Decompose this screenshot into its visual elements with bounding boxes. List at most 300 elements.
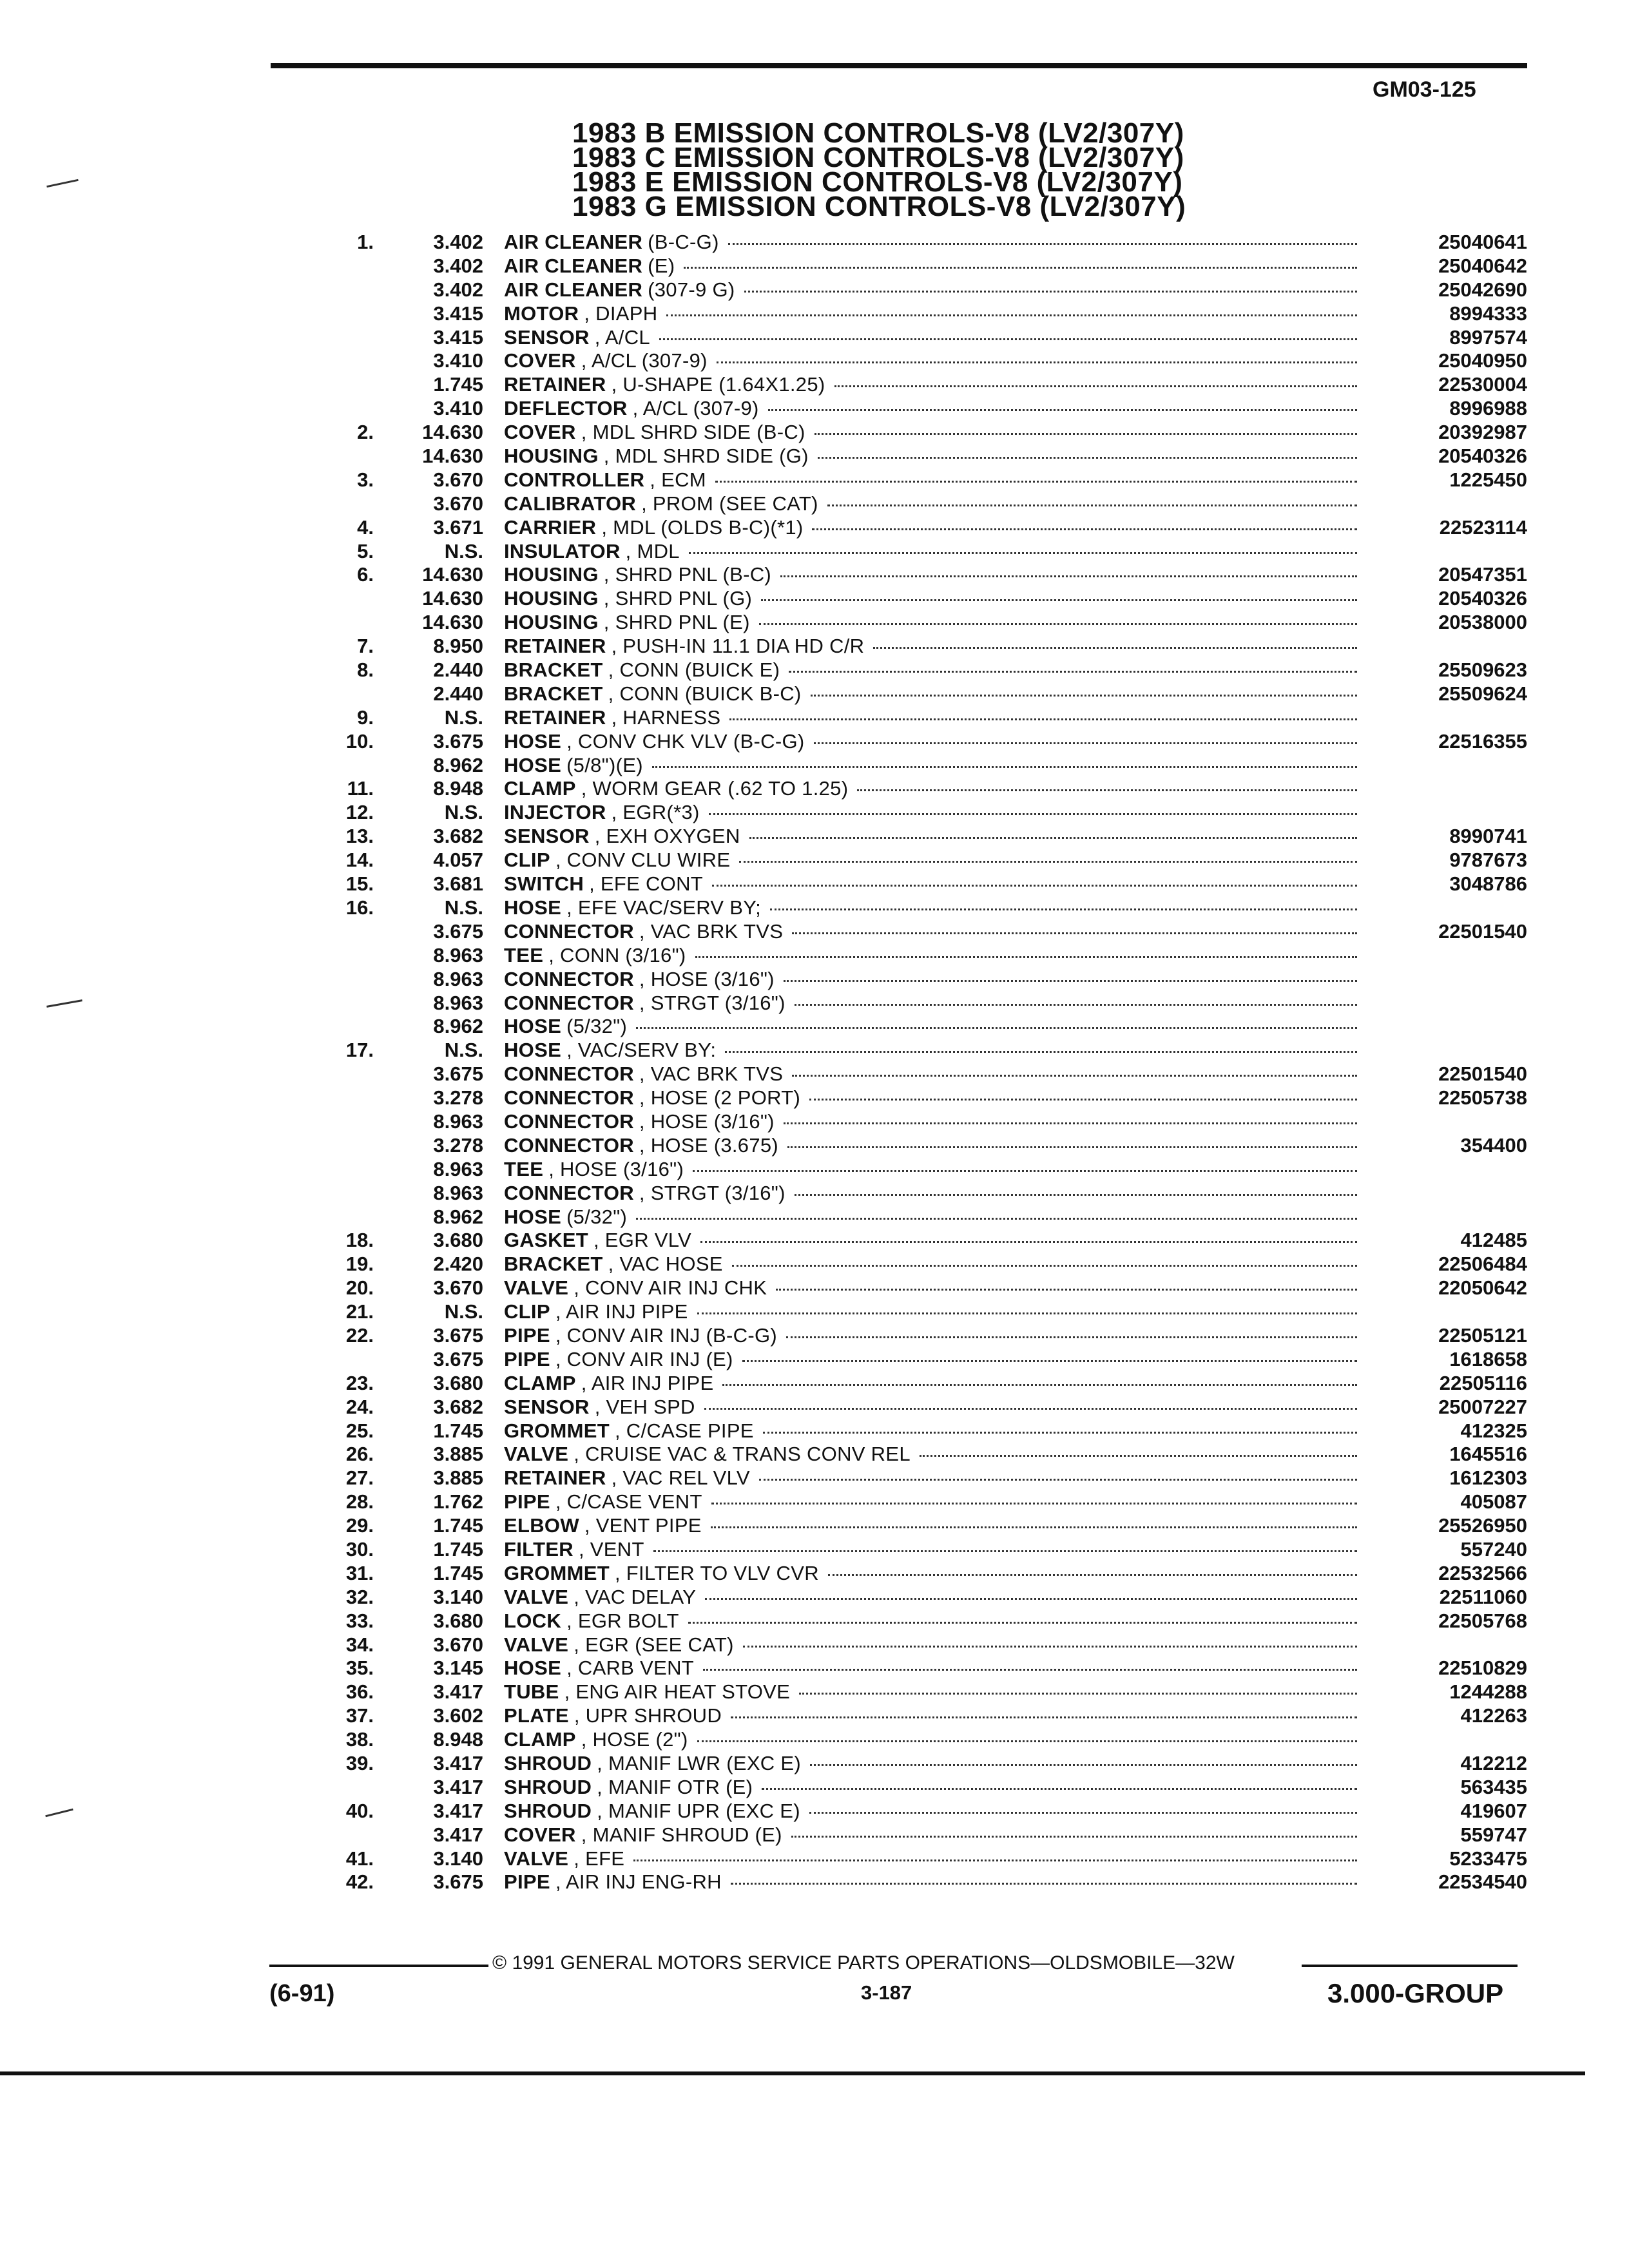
dot-leader xyxy=(652,765,1357,768)
parts-list xyxy=(309,231,1527,1894)
dot-leader xyxy=(776,1288,1357,1291)
part-row xyxy=(309,1562,1527,1586)
group-number: 3.402 xyxy=(433,231,483,253)
part-description xyxy=(504,1490,1366,1514)
part-name: CONNECTOR xyxy=(504,1062,634,1086)
dot-leader xyxy=(792,932,1357,934)
reference-number: 2. xyxy=(357,421,374,444)
part-description xyxy=(504,540,1366,563)
group-number: 3.145 xyxy=(433,1657,483,1680)
group-number: 3.885 xyxy=(433,1466,483,1490)
part-name: HOSE xyxy=(504,1657,562,1680)
part-description xyxy=(504,1870,1366,1894)
part-description xyxy=(504,730,1366,753)
dot-leader xyxy=(717,361,1357,363)
part-row xyxy=(309,611,1527,635)
footer-rule-right xyxy=(1302,1965,1518,1967)
reference-number: 15. xyxy=(345,872,374,896)
part-name: HOUSING xyxy=(504,563,599,586)
part-row xyxy=(309,1514,1527,1538)
part-description xyxy=(504,1134,1366,1157)
dot-leader xyxy=(784,979,1357,982)
part-name: SHROUD xyxy=(504,1752,592,1774)
part-qualifier: , C/CASE VENT xyxy=(555,1490,702,1514)
part-name: PLATE xyxy=(504,1704,569,1727)
group-number: 3.417 xyxy=(433,1799,483,1822)
group-number: 8.950 xyxy=(433,635,483,658)
part-name: LOCK xyxy=(504,1609,562,1632)
part-number: 22501540 xyxy=(1438,1062,1527,1086)
part-number: 412485 xyxy=(1460,1229,1527,1252)
scan-artifact-mark xyxy=(46,999,82,1008)
group-number: 3.602 xyxy=(433,1704,483,1727)
part-description xyxy=(504,302,1366,325)
dot-leader xyxy=(799,1692,1357,1695)
part-row xyxy=(309,373,1527,397)
dot-leader xyxy=(739,860,1357,863)
part-row xyxy=(309,1704,1527,1728)
part-description xyxy=(504,872,1366,896)
group-number: N.S. xyxy=(444,706,483,729)
dot-leader xyxy=(693,1169,1357,1172)
part-name: CARRIER xyxy=(504,515,597,539)
group-number: 3.417 xyxy=(433,1752,483,1774)
part-description xyxy=(504,278,1366,302)
part-number: 8994333 xyxy=(1449,302,1527,325)
part-description xyxy=(504,1823,1366,1847)
group-number: 8.962 xyxy=(433,1205,483,1228)
part-row xyxy=(309,1610,1527,1633)
reference-number: 36. xyxy=(345,1680,374,1704)
group-number: N.S. xyxy=(444,801,483,824)
part-qualifier: (5/32") xyxy=(566,1015,628,1038)
group-number: 3.417 xyxy=(433,1775,483,1798)
dot-leader xyxy=(688,1621,1357,1624)
group-number: 8.963 xyxy=(433,1157,483,1180)
part-number: 1225450 xyxy=(1449,468,1527,491)
dot-leader xyxy=(711,1526,1357,1528)
part-name: RETAINER xyxy=(504,1466,606,1490)
part-row xyxy=(309,872,1527,896)
part-qualifier: , STRGT (3/16") xyxy=(639,1181,786,1204)
reference-number: 27. xyxy=(345,1466,374,1490)
dot-leader xyxy=(873,646,1357,649)
part-qualifier: , C/CASE PIPE xyxy=(614,1419,754,1442)
part-description xyxy=(504,326,1366,349)
reference-number: 41. xyxy=(345,1847,374,1870)
part-description xyxy=(504,896,1366,919)
part-row xyxy=(309,658,1527,682)
part-name: SENSOR xyxy=(504,825,590,848)
part-qualifier: , A/CL xyxy=(594,325,650,349)
part-row xyxy=(309,944,1527,968)
dot-leader xyxy=(762,1787,1357,1790)
footer-rule-left xyxy=(269,1965,488,1967)
dot-leader xyxy=(792,1074,1357,1077)
part-row xyxy=(309,920,1527,944)
part-description xyxy=(504,944,1366,967)
part-qualifier: , U-SHAPE (1.64X1.25) xyxy=(611,373,825,396)
part-row xyxy=(309,1110,1527,1134)
part-qualifier: , UPR SHROUD xyxy=(574,1704,722,1727)
copyright-notice: © 1991 GENERAL MOTORS SERVICE PARTS OPERATIONS—OLDSMOBILE—32W xyxy=(492,1952,1235,1974)
part-number: 22534540 xyxy=(1438,1870,1527,1894)
reference-number: 5. xyxy=(357,539,374,562)
part-qualifier: , SHRD PNL (B-C) xyxy=(603,563,772,586)
group-number: 8.963 xyxy=(433,1181,483,1204)
part-row xyxy=(309,278,1527,302)
part-number: 25509623 xyxy=(1438,658,1527,682)
part-number: 22511060 xyxy=(1439,1585,1527,1608)
reference-number: 33. xyxy=(345,1609,374,1632)
part-qualifier: , AIR INJ PIPE xyxy=(555,1300,688,1323)
part-qualifier: , MANIF SHROUD (E) xyxy=(581,1823,782,1846)
part-qualifier: , CONV AIR INJ (B-C-G) xyxy=(555,1323,778,1347)
part-row xyxy=(309,635,1527,658)
part-description xyxy=(504,421,1366,444)
part-name: CLAMP xyxy=(504,777,576,800)
reference-number: 34. xyxy=(345,1633,374,1656)
group-number: 2.420 xyxy=(433,1253,483,1276)
part-row xyxy=(309,1253,1527,1276)
part-description xyxy=(504,801,1366,824)
part-description xyxy=(504,1419,1366,1443)
part-description xyxy=(504,1039,1366,1062)
part-qualifier: , HOSE (3/16") xyxy=(639,1110,775,1133)
group-number: 3.682 xyxy=(433,1395,483,1418)
part-qualifier: , MDL xyxy=(625,539,680,562)
group-number: 3.675 xyxy=(433,1323,483,1347)
title-line-c: 1983 C EMISSION CONTROLS-V8 (LV2/307Y) xyxy=(572,142,1184,173)
part-description xyxy=(504,1015,1366,1038)
part-description xyxy=(504,373,1366,396)
group-number: 3.670 xyxy=(433,492,483,515)
part-description xyxy=(504,1300,1366,1323)
dot-leader xyxy=(795,1003,1357,1006)
group-number: 8.963 xyxy=(433,1110,483,1133)
part-row xyxy=(309,849,1527,872)
part-name: VALVE xyxy=(504,1585,569,1608)
group-number: 14.630 xyxy=(422,421,483,444)
part-description xyxy=(504,777,1366,800)
reference-number: 37. xyxy=(345,1704,374,1727)
group-number: 2.440 xyxy=(433,682,483,705)
part-name: PIPE xyxy=(504,1347,550,1370)
reference-number: 23. xyxy=(345,1371,374,1394)
part-qualifier: , SHRD PNL (E) xyxy=(603,611,750,634)
part-qualifier: , VAC REL VLV xyxy=(611,1466,750,1490)
reference-number: 32. xyxy=(345,1585,374,1608)
dot-leader xyxy=(811,694,1357,697)
dot-leader xyxy=(815,432,1357,435)
part-row xyxy=(309,326,1527,350)
part-row xyxy=(309,682,1527,706)
group-number: 3.278 xyxy=(433,1133,483,1157)
part-row xyxy=(309,1538,1527,1562)
part-number: 22510829 xyxy=(1438,1657,1527,1680)
part-description xyxy=(504,1372,1366,1395)
part-qualifier: (307-9 G) xyxy=(648,278,735,301)
part-row xyxy=(309,754,1527,778)
reference-number: 26. xyxy=(345,1443,374,1466)
part-description xyxy=(504,1657,1366,1680)
part-description xyxy=(504,231,1366,254)
part-description xyxy=(504,1586,1366,1609)
part-qualifier: , SHRD PNL (G) xyxy=(603,587,753,610)
group-number: 3.675 xyxy=(433,919,483,943)
part-description xyxy=(504,1062,1366,1086)
dot-leader xyxy=(759,1478,1357,1481)
dot-leader xyxy=(763,1431,1357,1434)
reference-number: 31. xyxy=(345,1561,374,1584)
dot-leader xyxy=(633,1859,1357,1861)
part-qualifier: , HARNESS xyxy=(611,706,721,729)
reference-number: 30. xyxy=(345,1537,374,1561)
part-name: HOUSING xyxy=(504,611,599,634)
part-qualifier: (5/32") xyxy=(566,1205,628,1228)
group-number: 1.745 xyxy=(433,1419,483,1442)
reference-number: 42. xyxy=(345,1870,374,1894)
part-qualifier: , VENT xyxy=(578,1537,644,1561)
part-qualifier: , MANIF UPR (EXC E) xyxy=(597,1799,800,1822)
page-number: 3-187 xyxy=(861,1981,912,2004)
part-name: PIPE xyxy=(504,1870,550,1894)
reference-number: 4. xyxy=(357,515,374,539)
part-name: RETAINER xyxy=(504,373,606,396)
part-description xyxy=(504,1847,1366,1870)
group-number: 14.630 xyxy=(422,445,483,468)
part-description xyxy=(504,1443,1366,1466)
dot-leader xyxy=(729,718,1357,720)
part-number: 25040641 xyxy=(1438,231,1527,253)
bottom-rule xyxy=(0,2071,1585,2075)
part-name: SWITCH xyxy=(504,872,584,896)
part-description xyxy=(504,849,1366,872)
group-number: 3.415 xyxy=(433,302,483,325)
group-number: 8.962 xyxy=(433,753,483,776)
part-number: 25040950 xyxy=(1438,349,1527,372)
part-number: 25040642 xyxy=(1438,254,1527,277)
reference-number: 25. xyxy=(345,1419,374,1442)
part-name: MOTOR xyxy=(504,302,579,325)
part-number: 22050642 xyxy=(1438,1276,1527,1300)
part-number: 22506484 xyxy=(1438,1253,1527,1276)
reference-number: 16. xyxy=(345,896,374,919)
part-qualifier: (B-C-G) xyxy=(648,231,719,253)
group-label: 3.000-GROUP xyxy=(1327,1978,1504,2008)
part-row xyxy=(309,1657,1527,1680)
part-name: INSULATOR xyxy=(504,539,621,562)
part-name: TEE xyxy=(504,1157,544,1180)
scan-artifact-mark xyxy=(46,179,79,187)
part-row xyxy=(309,540,1527,564)
part-number: 354400 xyxy=(1460,1133,1527,1157)
part-number: 22505738 xyxy=(1438,1086,1527,1110)
part-qualifier: , EGR BOLT xyxy=(566,1609,679,1632)
part-number: 25509624 xyxy=(1438,682,1527,705)
part-number: 412325 xyxy=(1460,1419,1527,1442)
part-number: 1618658 xyxy=(1449,1347,1527,1370)
group-number: 4.057 xyxy=(433,849,483,872)
part-name: COVER xyxy=(504,421,576,444)
part-name: RETAINER xyxy=(504,706,606,729)
group-number: 3.675 xyxy=(433,1870,483,1894)
reference-number: 40. xyxy=(345,1799,374,1822)
part-name: HOUSING xyxy=(504,587,599,610)
part-row xyxy=(309,492,1527,516)
dot-leader xyxy=(703,1668,1357,1671)
part-name: VALVE xyxy=(504,1276,569,1300)
part-name: VALVE xyxy=(504,1443,569,1466)
dot-leader xyxy=(742,1360,1357,1362)
part-name: CALIBRATOR xyxy=(504,492,637,515)
reference-number: 35. xyxy=(345,1657,374,1680)
dot-leader xyxy=(689,552,1357,554)
part-description xyxy=(504,1253,1366,1276)
dot-leader xyxy=(744,290,1358,293)
group-number: 3.410 xyxy=(433,397,483,420)
part-name: ELBOW xyxy=(504,1514,579,1537)
part-name: CONTROLLER xyxy=(504,468,645,491)
part-number: 3048786 xyxy=(1449,872,1527,896)
part-number: 8996988 xyxy=(1449,397,1527,420)
dot-leader xyxy=(666,314,1357,316)
part-qualifier: , MANIF OTR (E) xyxy=(597,1775,753,1798)
part-name: COVER xyxy=(504,349,576,372)
reference-number: 18. xyxy=(345,1229,374,1252)
group-number: 3.670 xyxy=(433,1276,483,1300)
part-qualifier: , EFE VAC/SERV BY; xyxy=(566,896,762,919)
part-number: 419607 xyxy=(1460,1799,1527,1822)
part-qualifier: , VENT PIPE xyxy=(584,1514,702,1537)
part-name: CONNECTOR xyxy=(504,991,634,1014)
group-number: 3.680 xyxy=(433,1229,483,1252)
part-row xyxy=(309,302,1527,326)
dot-leader xyxy=(791,1835,1357,1838)
part-number: 22505121 xyxy=(1438,1323,1527,1347)
part-name: SENSOR xyxy=(504,1395,590,1418)
part-number: 22516355 xyxy=(1438,729,1527,753)
part-description xyxy=(504,754,1366,777)
part-name: PIPE xyxy=(504,1323,550,1347)
group-number: 3.885 xyxy=(433,1443,483,1466)
reference-number: 8. xyxy=(357,658,374,682)
reference-number: 3. xyxy=(357,468,374,491)
dot-leader xyxy=(809,1811,1357,1814)
part-description xyxy=(504,635,1366,658)
part-name: TEE xyxy=(504,943,544,966)
reference-number: 9. xyxy=(357,706,374,729)
part-row xyxy=(309,896,1527,920)
part-row xyxy=(309,992,1527,1015)
dot-leader xyxy=(712,884,1357,887)
part-name: BRACKET xyxy=(504,658,603,682)
part-name: CLAMP xyxy=(504,1728,576,1751)
group-number: 3.417 xyxy=(433,1680,483,1704)
part-qualifier: , DIAPH xyxy=(584,302,658,325)
part-row xyxy=(309,1276,1527,1300)
dot-leader xyxy=(814,742,1357,744)
group-number: N.S. xyxy=(444,1300,483,1323)
dot-leader xyxy=(759,622,1357,625)
dot-leader xyxy=(709,812,1357,815)
part-row xyxy=(309,1206,1527,1229)
part-row xyxy=(309,1776,1527,1800)
part-name: DEFLECTOR xyxy=(504,397,628,420)
reference-number: 14. xyxy=(345,849,374,872)
reference-number: 7. xyxy=(357,635,374,658)
part-name: CONNECTOR xyxy=(504,919,634,943)
part-description xyxy=(504,1776,1366,1799)
group-number: 2.440 xyxy=(433,658,483,682)
part-qualifier: , VEH SPD xyxy=(594,1395,695,1418)
part-number: 405087 xyxy=(1460,1490,1527,1514)
part-number: 412263 xyxy=(1460,1704,1527,1727)
part-row xyxy=(309,1728,1527,1752)
part-description xyxy=(504,682,1366,706)
group-number: 3.402 xyxy=(433,254,483,277)
part-number: 22501540 xyxy=(1438,919,1527,943)
group-number: 3.675 xyxy=(433,1062,483,1086)
part-description xyxy=(504,992,1366,1015)
part-name: SHROUD xyxy=(504,1775,592,1798)
part-name: SHROUD xyxy=(504,1799,592,1822)
part-qualifier: , PUSH-IN 11.1 DIA HD C/R xyxy=(611,635,865,658)
group-number: 3.675 xyxy=(433,1347,483,1370)
part-row xyxy=(309,1466,1527,1490)
part-name: BRACKET xyxy=(504,682,603,705)
dot-leader xyxy=(786,1336,1357,1338)
group-number: 3.278 xyxy=(433,1086,483,1110)
part-description xyxy=(504,1206,1366,1229)
part-qualifier: , AIR INJ ENG-RH xyxy=(555,1870,722,1894)
group-number: 3.417 xyxy=(433,1823,483,1846)
part-row xyxy=(309,445,1527,468)
part-row xyxy=(309,1182,1527,1206)
part-qualifier: , CARB VENT xyxy=(566,1657,695,1680)
part-qualifier: , MDL (OLDS B-C)(*1) xyxy=(601,515,804,539)
dot-leader xyxy=(920,1454,1357,1457)
dot-leader xyxy=(761,599,1357,601)
part-name: CLAMP xyxy=(504,1371,576,1394)
part-name: HOSE xyxy=(504,896,562,919)
part-qualifier: , CONN (BUICK E) xyxy=(608,658,780,682)
group-number: 3.681 xyxy=(433,872,483,896)
part-name: HOSE xyxy=(504,753,562,776)
part-description xyxy=(504,1348,1366,1371)
part-number: 559747 xyxy=(1460,1823,1527,1846)
group-number: N.S. xyxy=(444,1039,483,1062)
part-row xyxy=(309,1086,1527,1110)
reference-number: 10. xyxy=(345,729,374,753)
part-row xyxy=(309,516,1527,540)
reference-number: 39. xyxy=(345,1752,374,1774)
part-qualifier: , WORM GEAR (.62 TO 1.25) xyxy=(581,777,849,800)
title-line-g: 1983 G EMISSION CONTROLS-V8 (LV2/307Y) xyxy=(572,191,1186,222)
part-row xyxy=(309,1015,1527,1039)
part-description xyxy=(504,349,1366,372)
part-description xyxy=(504,1229,1366,1252)
part-name: PIPE xyxy=(504,1490,550,1514)
group-number: 8.948 xyxy=(433,777,483,800)
part-qualifier: , EGR(*3) xyxy=(611,801,700,824)
part-row xyxy=(309,1490,1527,1514)
group-number: 3.140 xyxy=(433,1585,483,1608)
title-line-b: 1983 B EMISSION CONTROLS-V8 (LV2/307Y) xyxy=(572,117,1184,149)
dot-leader xyxy=(732,1264,1357,1267)
part-name: SENSOR xyxy=(504,325,590,349)
part-number: 22530004 xyxy=(1438,373,1527,396)
